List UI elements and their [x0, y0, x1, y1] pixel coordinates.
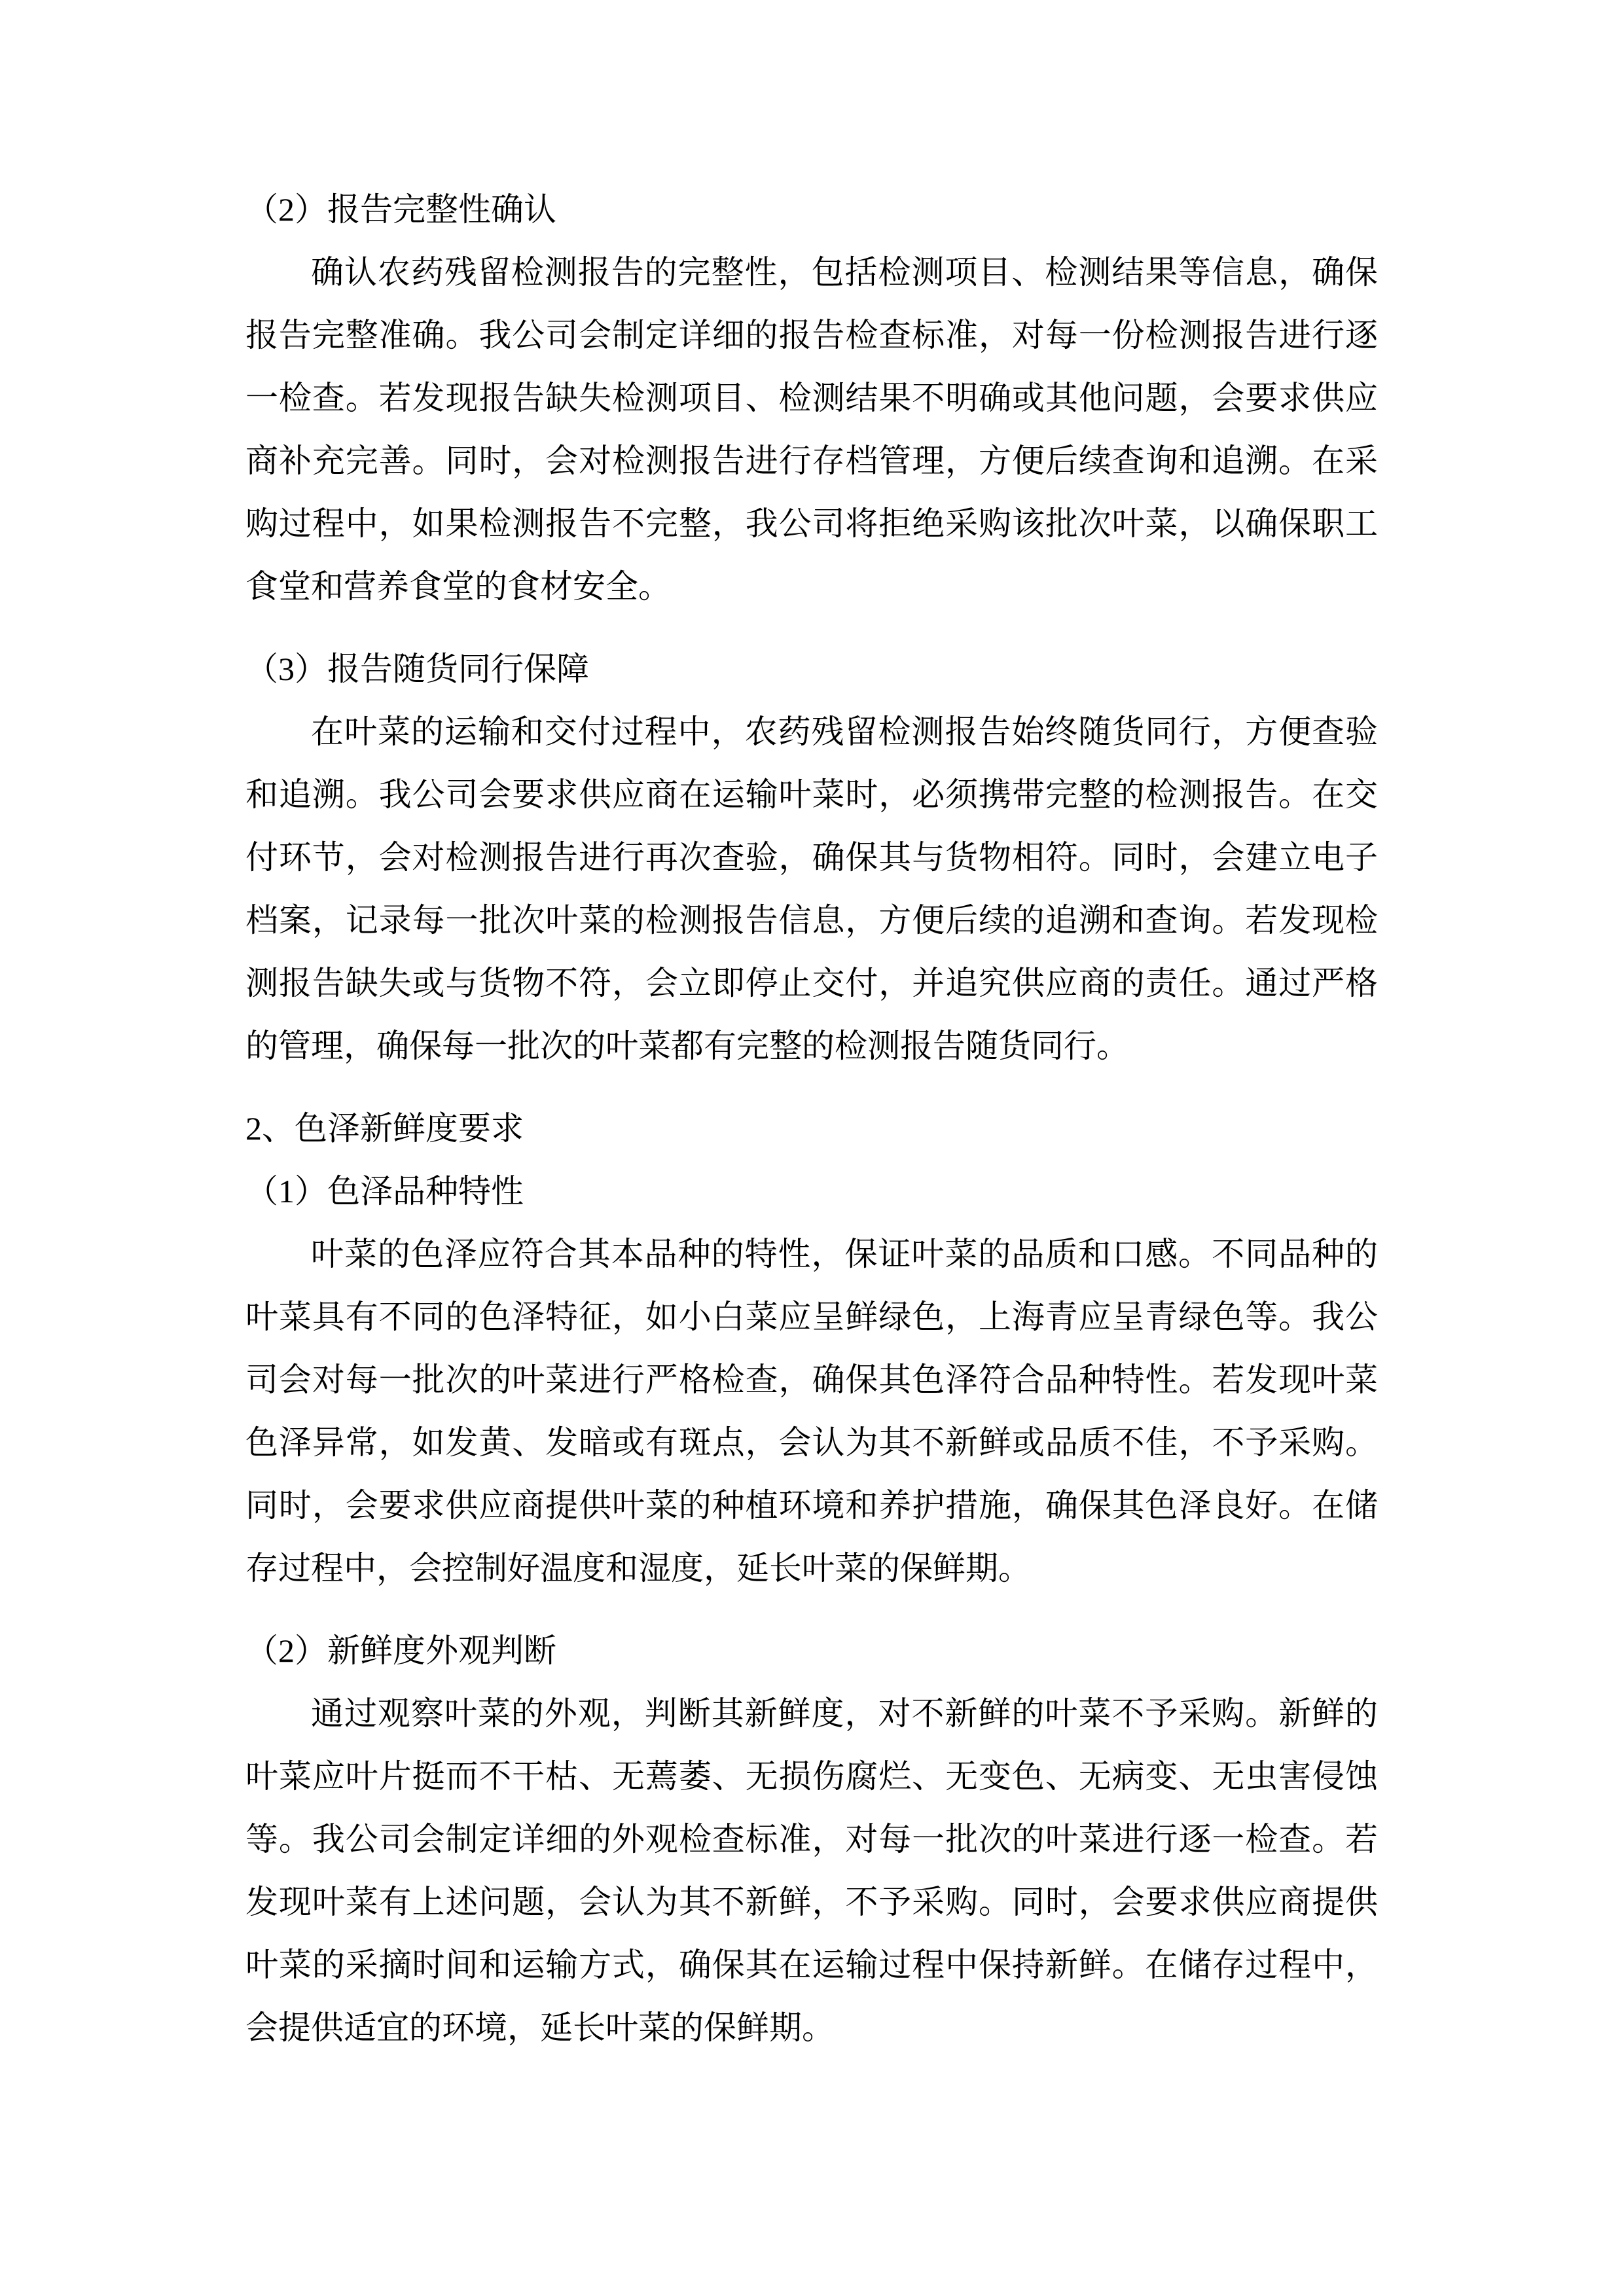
heading-freshness-appearance-judgment: （2）新鲜度外观判断: [245, 1632, 556, 1669]
heading-color-variety-characteristics: （1）色泽品种特性: [245, 1173, 524, 1210]
paragraph-report-accompany-goods: 在叶菜的运输和交付过程中，农药残留检测报告始终随货同行，方便查验和追溯。我公司会要求供应商在运输叶菜时，必须携带完整的检测报告。在交付环节，会对检测报告进行再次查验，确保其与货物相符。同时，会建立电子档案，记录每一批次叶菜的检测报告信息，方便后续的追溯和查询。若发现检测报告缺失或与货物不符，会立即停止交付，并追究供应商的责任。通过严格的管理，确保每一批次的叶菜都有完整的检测报告随货同行。: [245, 713, 1378, 1064]
heading-report-accompany-goods: （3）报告随货同行保障: [245, 651, 589, 687]
paragraph-report-completeness: 确认农药残留检测报告的完整性，包括检测项目、检测结果等信息，确保报告完整准确。我公司会制定详细的报告检查标准，对每一份检测报告进行逐一检查。若发现报告缺失检测项目、检测结果不明确或其他问题，会要求供应商补充完善。同时，会对检测报告进行存档管理，方便后续查询和追溯。在采购过程中，如果检测报告不完整，我公司将拒绝采购该批次叶菜，以确保职工食堂和营养食堂的食材安全。: [245, 254, 1378, 605]
heading-report-completeness-confirmation: （2）报告完整性确认: [245, 191, 556, 228]
paragraph-freshness-appearance-judgment: 通过观察叶菜的外观，判断其新鲜度，对不新鲜的叶菜不予采购。新鲜的叶菜应叶片挺而不干枯、无蔫萎、无损伤腐烂、无变色、无病变、无虫害侵蚀等。我公司会制定详细的外观检查标准，对每一批次的叶菜进行逐一检查。若发现叶菜有上述问题，会认为其不新鲜，不予采购。同时，会要求供应商提供叶菜的采摘时间和运输方式，确保其在运输过程中保持新鲜。在储存过程中，会提供适宜的环境，延长叶菜的保鲜期。: [245, 1695, 1378, 2046]
paragraph-color-variety-characteristics: 叶菜的色泽应符合其本品种的特性，保证叶菜的品质和口感。不同品种的叶菜具有不同的色泽特征，如小白菜应呈鲜绿色，上海青应呈青绿色等。我公司会对每一批次的叶菜进行严格检查，确保其色泽符合品种特性。若发现叶菜色泽异常，如发黄、发暗或有斑点，会认为其不新鲜或品质不佳，不予采购。同时，会要求供应商提供叶菜的种植环境和养护措施，确保其色泽良好。在储存过程中，会控制好温度和湿度，延长叶菜的保鲜期。: [245, 1236, 1378, 1587]
heading-color-freshness-requirements: 2、色泽新鲜度要求: [245, 1110, 524, 1147]
